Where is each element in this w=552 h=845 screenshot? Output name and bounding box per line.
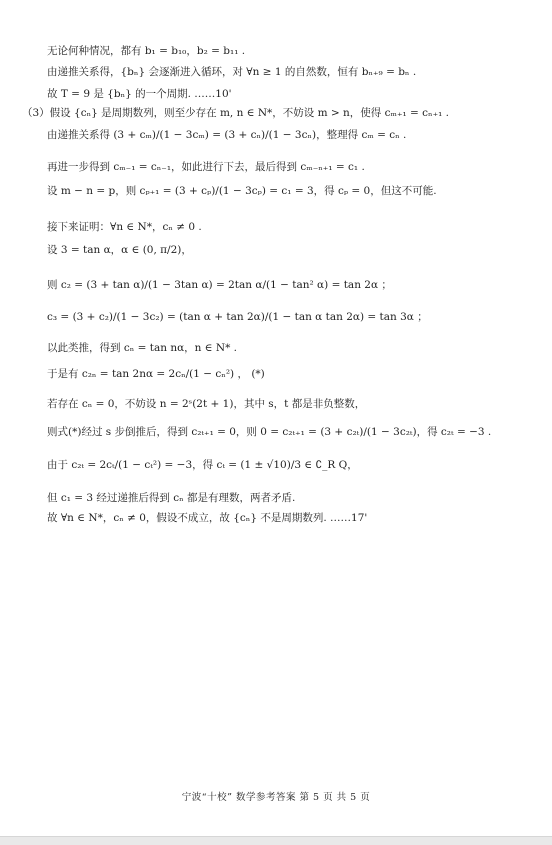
text-line: 故 T = 9 是 {bₙ} 的一个周期. ……10': [47, 88, 232, 100]
text-line: 由递推关系得 (3 + cₘ)/(1 − 3cₘ) = (3 + cₙ)/(1 − 3cₙ)，整理得 cₘ = cₙ .: [47, 129, 407, 141]
text-line: 于是有 c₂ₙ = tan 2nα = 2cₙ/(1 − cₙ²) ， (*): [47, 368, 265, 380]
text-line: 故 ∀n ∈ N*，cₙ ≠ 0，假设不成立，故 {cₙ} 不是周期数列. ……17': [47, 512, 368, 524]
text-line: 由于 c₂ₜ = 2cₜ/(1 − cₜ²) = −3，得 cₜ = (1 ± √10)/3 ∈ ∁_R Q，: [47, 459, 358, 471]
text-line: 由递推关系得，{bₙ} 会逐渐进入循环，对 ∀n ≥ 1 的自然数，恒有 bₙ₊₉ = bₙ .: [47, 66, 417, 78]
text-line: 但 c₁ = 3 经过递推后得到 cₙ 都是有理数，两者矛盾.: [47, 492, 296, 504]
text-line: 则 c₂ = (3 + tan α)/(1 − 3tan α) = 2tan α/(1 − tan² α) = tan 2α ；: [47, 279, 392, 291]
text-line: c₃ = (3 + c₂)/(1 − 3c₂) = (tan α + tan 2α)/(1 − tan α tan 2α) = tan 3α ；: [47, 311, 428, 323]
text-line: 若存在 cₙ = 0，不妨设 n = 2ˢ(2t + 1)，其中 s，t 都是非负整数，: [47, 398, 366, 410]
text-line: 则式(*)经过 s 步倒推后，得到 c₂ₜ₊₁ = 0，则 0 = c₂ₜ₊₁ = (3 + c₂ₜ)/(1 − 3c₂ₜ)，得 c₂ₜ = −3 .: [47, 426, 492, 438]
text-line: 接下来证明：∀n ∈ N*，cₙ ≠ 0 .: [47, 221, 202, 233]
page-footer: 宁波“十校” 数学参考答案 第 5 页 共 5 页: [181, 792, 371, 803]
text-line: 以此类推，得到 cₙ = tan nα，n ∈ N* .: [47, 342, 237, 354]
text-line: 无论何种情况，都有 b₁ = b₁₀，b₂ = b₁₁ .: [47, 45, 246, 57]
text-line: 再进一步得到 cₘ₋₁ = cₙ₋₁，如此进行下去，最后得到 cₘ₋ₙ₊₁ = c₁ .: [47, 161, 365, 173]
text-line: 设 3 = tan α，α ∈ (0, π/2)，: [47, 244, 192, 256]
text-line: 设 m − n = p，则 cₚ₊₁ = (3 + cₚ)/(1 − 3cₚ) = c₁ = 3，得 cₚ = 0，但这不可能.: [47, 185, 437, 197]
text-line: （3）假设 {cₙ} 是周期数列，则至少存在 m, n ∈ N*，不妨设 m > n，使得 cₘ₊₁ = cₙ₊₁ .: [22, 107, 450, 119]
